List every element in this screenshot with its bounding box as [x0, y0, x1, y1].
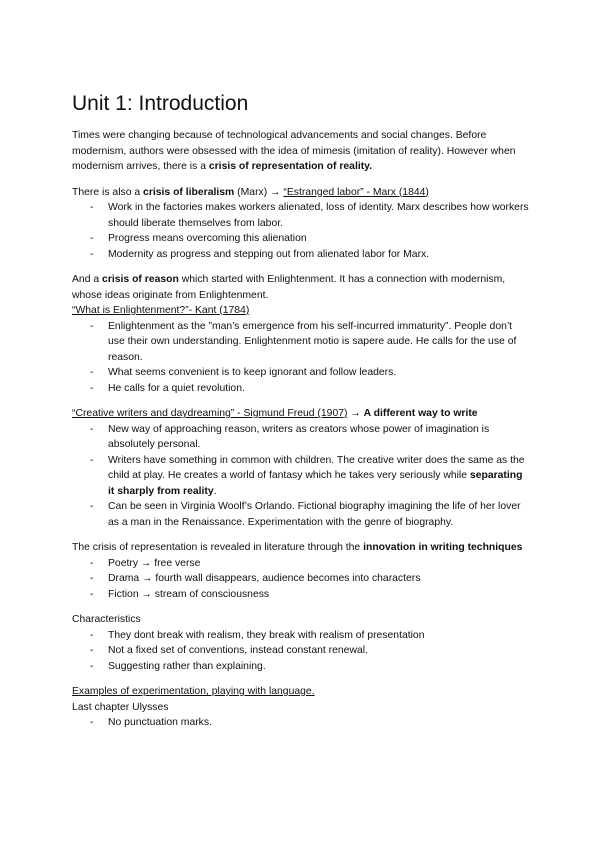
list-item: - Can be seen in Virginia Woolf’s Orlando. Fictional biography imagining the life of her lover as a man in the Renaissance. Experimentation with the genre of biography.: [72, 499, 530, 530]
list-item: - Work in the factories makes workers alienated, loss of identity. Marx describes how workers should liberate themselves from labor.: [72, 200, 530, 231]
reason-paragraph: And a crisis of reason which started with Enlightenment. It has a connection with modernism, whose ideas originate from Enlightenment.: [72, 274, 506, 301]
list-item: - Modernity as progress and stepping out from alienated labor for Marx.: [72, 247, 530, 263]
document-page: [72, 92, 530, 731]
list-item: - Suggesting rather than explaining.: [72, 659, 530, 675]
marx-reference: “Estranged labor” - Marx (1844): [283, 186, 429, 198]
freud-reference: “Creative writers and daydreaming” - Sigmund Freud (1907): [72, 408, 348, 419]
list-item: - Writers have something in common with children. The creative writer does the same as the child at play. He creates a world of fantasy which he takes very seriously while separating it sharply from reality.: [72, 453, 530, 500]
list-item: - Progress means overcoming this alienation: [72, 231, 530, 247]
intro-bold: crisis of representation of reality.: [208, 161, 373, 172]
list-item: - Enlightenment as the ”man’s emergence from his self-incurred immaturity”. People don’t use their own understanding. Enlightenment motio is sapere aude. He calls for the use of reason.: [72, 319, 530, 366]
examples-subheading: Last chapter Ulysses: [72, 701, 169, 713]
reason-list: [72, 319, 530, 397]
freud-list: [72, 422, 530, 531]
techniques-list: [72, 556, 530, 603]
intro-paragraph: Times were changing because of technological advancements and social changes. Before modernism, authors were obsessed with the idea of mimesis (imitation of reality). However when modernism arrives, there is a crisis of representation of reality.: [72, 130, 516, 172]
list-item: - Fiction → stream of consciousness: [72, 587, 530, 603]
list-item: - Not a fixed set of conventions, instead constant renewal.: [72, 643, 530, 659]
list-item: - New way of approaching reason, writers as creators whose power of imagination is absolutely personal.: [72, 422, 530, 453]
freud-heading: “Creative writers and daydreaming” - Sigmund Freud (1907) → A different way to write: [72, 408, 478, 419]
examples-list: [72, 715, 530, 731]
techniques-paragraph: The crisis of representation is revealed in literature through the innovation in writing techniques: [72, 542, 523, 553]
list-item: - They dont break with realism, they break with realism of presentation: [72, 628, 530, 644]
characteristics-list: [72, 628, 530, 675]
list-item: - He calls for a quiet revolution.: [72, 381, 530, 397]
list-item: - Drama → fourth wall disappears, audience becomes into characters: [72, 571, 530, 587]
characteristics-heading: Characteristics: [72, 614, 141, 625]
page-title: Unit 1: Introduction: [72, 92, 249, 115]
examples-heading: Examples of experimentation, playing with language.: [72, 686, 315, 697]
list-item: - Poetry → free verse: [72, 556, 530, 572]
liberalism-paragraph: There is also a crisis of liberalism (Marx) → “Estranged labor” - Marx (1844): [72, 186, 429, 198]
list-item: - What seems convenient is to keep ignorant and follow leaders.: [72, 365, 530, 381]
kant-reference: “What is Enlightenment?”- Kant (1784): [72, 305, 250, 316]
list-item: - No punctuation marks.: [72, 715, 530, 731]
liberalism-list: [72, 200, 530, 262]
